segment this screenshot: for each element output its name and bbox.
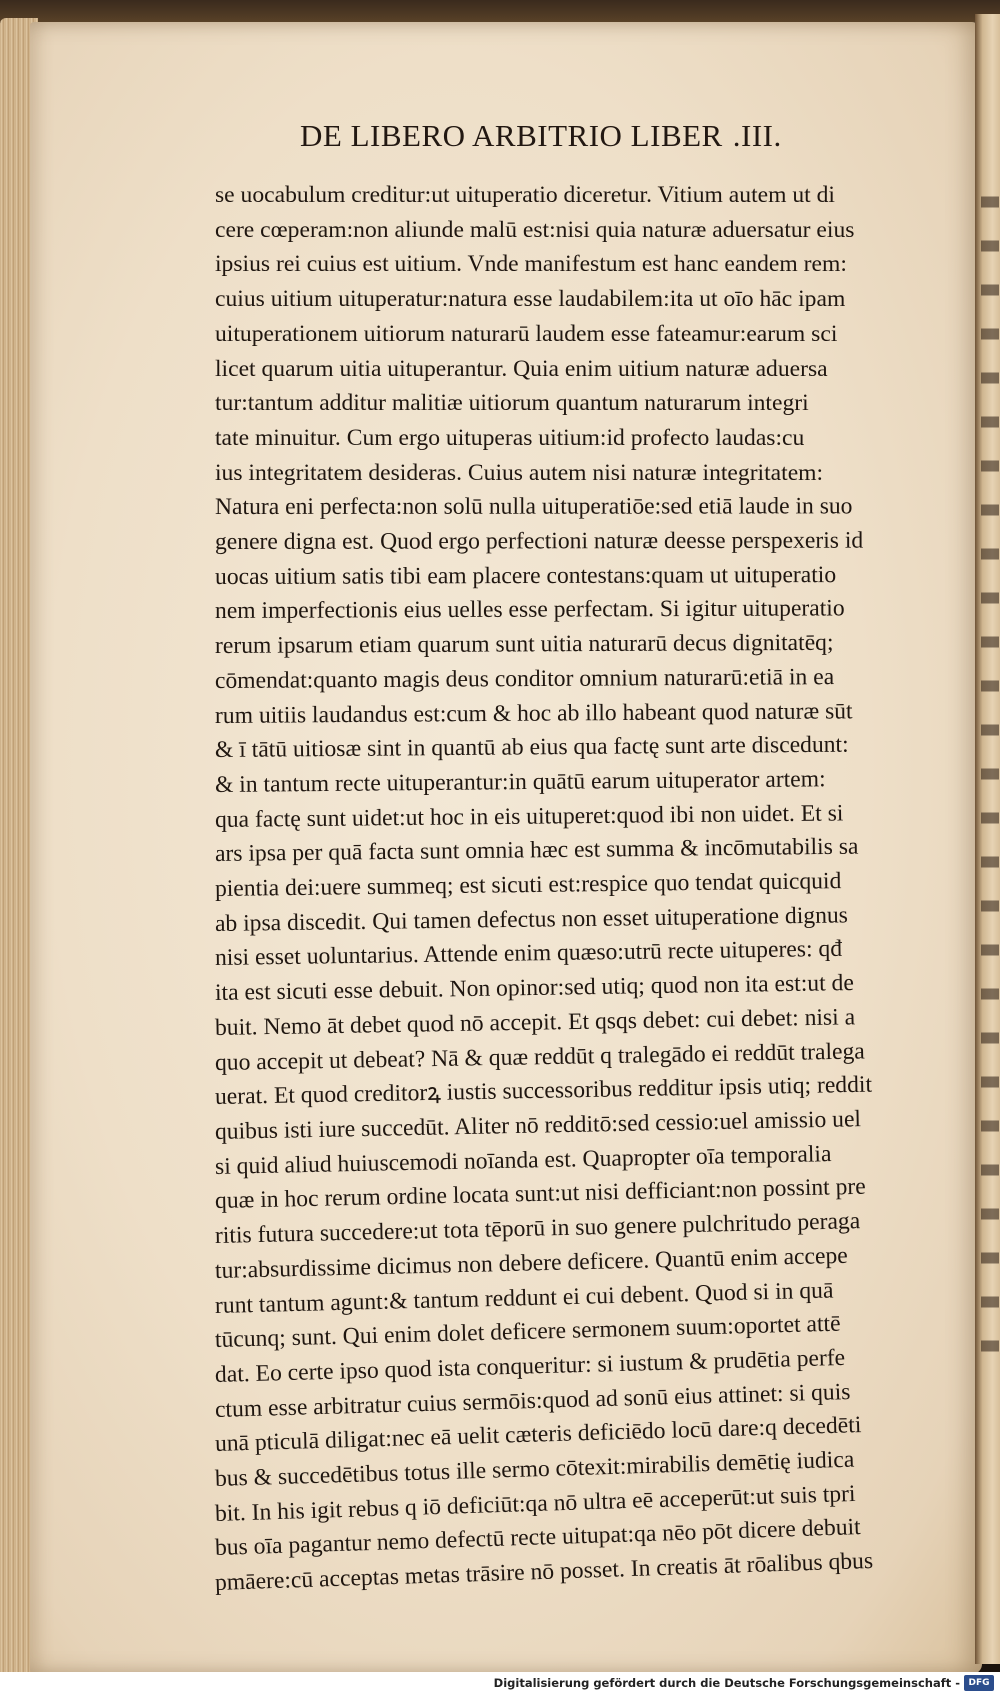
text-line: quo accepit ut debeat? Nā & quæ reddūt q tralegādo ei reddūt tralega [214,1038,866,1076]
text-line: tur:tantum additur malitiæ uitiorum quantum naturarum integri [215,390,809,417]
text-line: pmāere:cū acceptas metas trāsire nō posset. In creatis āt rōalibus qbus [214,1548,874,1597]
text-line: ritis futura succedere:ut tota tēporū in suo genere pulchritudo peraga [214,1208,861,1250]
text-line: bus oīa pagantur nemo defectū recte uitupat:qa nēo pōt dicere debuit [214,1514,862,1562]
text-line: ab ipsa discedit. Qui tamen defectus non esset uituperatione dignus [214,902,849,937]
text-line: uerat. Et quod creditorꝝ iustis successoribus redditur ipsis utiq; reddit [214,1071,873,1111]
text-line: pientia dei:uere summeq; est sicuti est:respice quo tendat quicquid [214,868,842,903]
text-line: rum uitiis laudandus est:cum & hoc ab illo habeant quod naturæ sūt [214,697,853,729]
text-line: ius integritatem desideras. Cuius autem nisi naturæ integritatem: [215,459,824,486]
text-line: Natura eni perfecta:non solū nulla uituperatiōe:sed etiā laude in suo [214,493,853,521]
text-line: ars ipsa per quā facta sunt omnia hæc est summa & incōmutabilis sa [214,833,859,868]
text-line: cōmendat:quanto magis deus conditor omnium naturarū:etiā in ea [214,663,835,694]
text-line: runt tantum agunt:& tantum reddunt ei cui debent. Quod si in quā [214,1276,834,1319]
text-line: licet quarum uitia uituperantur. Quia enim uitium naturæ aduersa [215,355,828,382]
text-line: tur:absurdissime dicimus non debere deficere. Quantū enim accepe [214,1242,848,1284]
facing-page-text-fragments [981,174,999,1374]
text-line: uituperationem uitiorum naturarū laudem esse fateamur:earum sci [215,320,838,347]
text-line: quæ in hoc rerum ordine locata sunt:ut nisi defficiant:non possint pre [214,1174,867,1215]
text-line: rerum ipsarum etiam quarum sunt uitia naturarū decus dignitatēq; [214,629,834,660]
running-title: DE LIBERO ARBITRIO LIBER [300,118,723,153]
text-line: unā pticulā diligat:nec eā uelit cæteris deficiēdo locū dare:q decedēti [214,1412,862,1458]
text-line: qua factę sunt uidet:ut hoc in eis uituperet:quod ibi non uidet. Et si [214,800,844,833]
running-header [300,118,820,154]
text-line: buit. Nemo āt debet quod nō accepit. Et qsqs debet: cui debet: nisi a [214,1004,856,1041]
text-line: & ī tātū uitiosæ sint in quantū ab eius qua factę sunt arte discedunt: [214,731,849,764]
scan-top-edge [0,0,1000,22]
digitization-footer [0,1672,1000,1695]
text-line: quibus isti iure succedūt. Aliter nō redditō:sed cessio:uel amissio uel [214,1106,862,1145]
text-line: genere digna est. Quod ergo perfectioni naturæ deesse perspexeris id [214,527,864,556]
text-line: nisi esset uoluntarius. Attende enim quæso:utrū recte uituperes: qđ [214,936,843,972]
text-line: tūcunq; sunt. Qui enim dolet deficere sermonem suum:oportet attē [214,1310,841,1354]
funding-credit: Digitalisierung gefördert durch die Deutsche Forschungsgemeinschaft - [493,1676,960,1690]
text-line: dat. Eo certe ipso quod ista conqueritur: si iustum & prudētia perfe [214,1344,846,1388]
book-number: .III. [732,118,782,153]
text-line: & in tantum recte uituperantur:in quātū earum uituperator artem: [214,766,826,798]
text-line: nem imperfectionis eius uelles esse perfectam. Si igitur uituperatio [214,595,845,625]
text-line: cuius uitium uituperatur:natura esse laudabilem:ita ut oīo hāc ipam [215,286,846,313]
text-line: se uocabulum creditur:ut uituperatio diceretur. Vitium autem ut di [215,182,835,208]
facing-page-edge [975,14,1000,1664]
text-line: tate minuitur. Cum ergo uituperas uitium:id profecto laudas:cu [215,424,805,451]
text-line: ctum esse arbitratur cuius sermōis:quod ad sonū eius attinet: si quis [214,1378,851,1423]
text-line: uocas uitium satis tibi eam placere contestans:quam ut uituperatio [214,561,837,590]
text-line: cere cœperam:non aliunde malū est:nisi quia naturæ aduersatur eius [215,216,855,243]
text-line: ipsius rei cuius est uitium. Vnde manifestum est hanc eandem rem: [215,251,847,278]
text-line: bit. In his igit rebus q iō deficiūt:qa nō ultra eē acceperūt:ut suis tpri [214,1480,856,1527]
text-line: bus & succedētibus totus ille sermo cōtexit:mirabilis demētię iudica [214,1446,855,1493]
body-text [215,178,905,1601]
text-line: ita est sicuti esse debuit. Non opinor:sed utiq; quod non ita est:ut de [214,970,855,1007]
dfg-logo: DFG [964,1675,994,1691]
text-line: si quid aliud huiuscemodi noīanda est. Quapropter oīa temporalia [214,1140,832,1180]
